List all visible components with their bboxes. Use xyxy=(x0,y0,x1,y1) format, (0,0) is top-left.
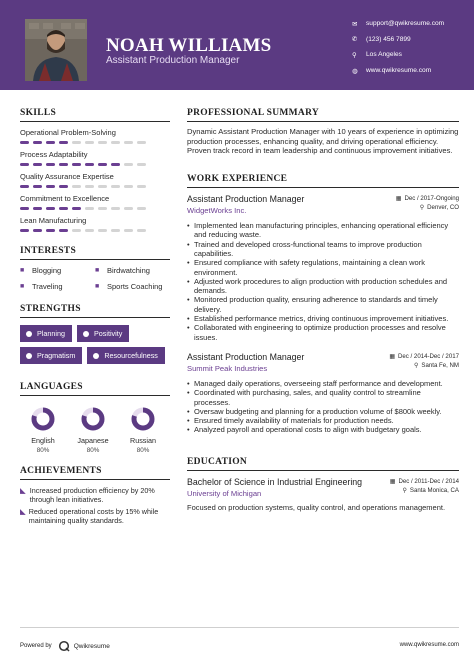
profile-photo xyxy=(25,19,87,81)
skill-dot xyxy=(98,229,107,232)
skill-dot xyxy=(46,141,55,144)
skill-dot xyxy=(137,185,146,188)
job-title: Assistant Production Manager xyxy=(187,351,305,362)
skill-item xyxy=(20,172,170,188)
strength-tag xyxy=(20,347,82,364)
powered-by[interactable] xyxy=(20,640,110,652)
contact-list xyxy=(352,16,472,78)
bullet-dot-icon xyxy=(93,353,99,359)
summary-heading: PROFESSIONAL SUMMARY xyxy=(187,108,459,122)
skill-level-dots xyxy=(20,207,170,210)
skill-dot xyxy=(98,185,107,188)
language-item xyxy=(20,406,66,454)
skill-dot xyxy=(46,207,55,210)
skill-dot xyxy=(85,141,94,144)
contact-phone-text: (123) 456 7899 xyxy=(366,35,411,43)
education-dates-text: Dec / 2011-Dec / 2014 xyxy=(398,477,459,485)
degree-title: Bachelor of Science in Industrial Engineering xyxy=(187,476,363,487)
language-item xyxy=(70,406,116,454)
interest-item xyxy=(95,266,170,275)
interest-item xyxy=(20,282,95,291)
language-name: Japanese xyxy=(77,436,109,445)
skill-dot xyxy=(111,229,120,232)
contact-email-text: support@qwikresume.com xyxy=(366,20,445,28)
skill-dot xyxy=(33,185,42,188)
bullet-dot-icon xyxy=(83,331,89,337)
list-item: • Adjusted work procedures to align production with production schedules and demands. xyxy=(187,277,459,296)
experience-heading: WORK EXPERIENCE xyxy=(187,174,459,188)
job-location-text: Santa Fe, NM xyxy=(421,361,459,369)
language-ring xyxy=(80,406,106,432)
list-item: • Monitored production quality, ensuring adherence to standards and timely delivery. xyxy=(187,295,459,314)
skill-dot xyxy=(98,207,107,210)
right-column xyxy=(187,108,459,512)
languages-heading: LANGUAGES xyxy=(20,382,170,396)
job-dates-text: Dec / 2017-Ongoing xyxy=(404,195,459,203)
education-description: Focused on production systems, quality control, and operations management. xyxy=(187,502,446,512)
strengths-list xyxy=(20,325,170,364)
list-item: • Managed daily operations, overseeing staff performance and development. xyxy=(187,379,459,388)
list-item: • Collaborated with engineering to optimize production processes and resolve issues. xyxy=(187,323,459,342)
achievements-list xyxy=(20,486,170,525)
summary-text: Dynamic Assistant Production Manager with 10 years of experience in optimizing production processes, enhancing quality, and driving operational efficiency. Proven track record in team leadership and continuous improvement initiatives. xyxy=(187,127,459,156)
language-item xyxy=(120,406,166,454)
email-icon: ✉ xyxy=(352,20,358,28)
skill-dot xyxy=(137,163,146,166)
location-pin-icon: ⚲ xyxy=(414,362,419,369)
skill-dot xyxy=(137,141,146,144)
job-location xyxy=(396,203,459,212)
footer-divider xyxy=(20,627,459,628)
skill-dot xyxy=(46,163,55,166)
skill-dot xyxy=(33,207,42,210)
contact-location-text: Los Angeles xyxy=(366,51,402,59)
achievement-text: Increased production efficiency by 20% through lean initiatives. xyxy=(29,486,155,504)
skill-dot xyxy=(59,141,68,144)
strengths-heading: STRENGTHS xyxy=(20,304,170,318)
education-meta xyxy=(390,477,459,498)
list-item: • Ensured timely availability of materials for production needs. xyxy=(187,416,459,425)
skill-dot xyxy=(124,185,133,188)
skill-dot xyxy=(137,229,146,232)
skill-dot xyxy=(20,163,29,166)
skill-dot xyxy=(137,207,146,210)
interest-item xyxy=(95,282,170,291)
job-title: Assistant Production Manager xyxy=(187,194,305,205)
skill-dot xyxy=(59,207,68,210)
education-location-text: Santa Monica, CA xyxy=(409,486,459,494)
achievement-item xyxy=(20,486,170,504)
location-pin-icon: ⚲ xyxy=(402,487,407,494)
education-header xyxy=(187,477,459,498)
language-name: English xyxy=(31,436,55,445)
skill-dot xyxy=(124,207,133,210)
interest-item xyxy=(20,266,95,275)
skill-name: Lean Manufacturing xyxy=(20,216,87,225)
job-meta xyxy=(396,194,459,215)
birdwatching-icon: ■ xyxy=(95,267,100,274)
footer-website[interactable]: www.qwikresume.com xyxy=(399,642,459,648)
contact-website[interactable] xyxy=(352,63,472,79)
calendar-icon: ▦ xyxy=(389,353,396,360)
bullet-dot-icon xyxy=(26,353,32,359)
job-entry xyxy=(187,194,459,342)
skill-dot xyxy=(85,229,94,232)
contact-website-text: www.qwikresume.com xyxy=(366,67,432,75)
education-dates xyxy=(390,477,459,486)
skill-dot xyxy=(72,207,81,210)
skill-dot xyxy=(72,141,81,144)
traveling-icon: ■ xyxy=(20,283,25,290)
skill-dot xyxy=(20,229,29,232)
skill-item xyxy=(20,194,170,210)
resume-header xyxy=(0,0,474,90)
interests-list xyxy=(20,266,170,298)
language-percent: 80% xyxy=(86,447,100,454)
interest-label: Birdwatching xyxy=(107,266,150,275)
candidate-title: Assistant Production Manager xyxy=(106,55,240,66)
skill-dot xyxy=(46,185,55,188)
strength-label: Resourcefulness xyxy=(104,351,158,360)
skill-level-dots xyxy=(20,141,170,144)
qwikresume-logo-icon xyxy=(58,640,70,652)
skill-dot xyxy=(98,141,107,144)
skill-dot xyxy=(124,229,133,232)
job-meta xyxy=(389,352,459,373)
achievement-icon: ◣ xyxy=(20,486,26,495)
job-bullets xyxy=(187,379,459,435)
job-dates xyxy=(389,352,459,361)
list-item: • Analyzed payroll and operational costs to align with budgetary goals. xyxy=(187,425,459,434)
calendar-icon: ▦ xyxy=(389,478,396,485)
language-ring xyxy=(30,406,56,432)
list-item: • Trained and developed cross-functional teams to improve production capabilities. xyxy=(187,240,459,259)
strength-tag xyxy=(77,325,129,342)
powered-by-label: Powered by xyxy=(20,643,52,649)
skill-level-dots xyxy=(20,229,170,232)
language-percent: 80% xyxy=(136,447,150,454)
skill-dot xyxy=(85,185,94,188)
location-pin-icon: ⚲ xyxy=(419,205,425,212)
achievement-item xyxy=(20,507,170,525)
job-company: Summit Peak Industries xyxy=(187,363,268,373)
interest-label: Traveling xyxy=(32,282,63,291)
skill-dot xyxy=(72,229,81,232)
job-bullets xyxy=(187,221,459,342)
skill-dot xyxy=(85,207,94,210)
left-column xyxy=(20,108,170,525)
education-entry xyxy=(187,477,459,512)
job-header xyxy=(187,352,459,373)
strength-tag xyxy=(87,347,165,364)
skill-dot xyxy=(72,163,81,166)
skills-list xyxy=(20,128,170,232)
job-dates xyxy=(396,194,459,203)
education-location xyxy=(390,486,459,495)
language-ring xyxy=(130,406,156,432)
achievement-icon: ◣ xyxy=(20,507,26,516)
contact-email[interactable] xyxy=(352,16,472,32)
job-location xyxy=(389,361,459,370)
skill-item xyxy=(20,150,170,166)
job-location-text: Denver, CO xyxy=(427,204,459,212)
location-icon: ⚲ xyxy=(352,51,357,59)
interest-label: Sports Coaching xyxy=(107,282,163,291)
job-company: WidgetWorks Inc. xyxy=(187,206,247,216)
skill-dot xyxy=(85,163,94,166)
skill-name: Commitment to Excellence xyxy=(20,194,110,203)
skill-item xyxy=(20,216,170,232)
blogging-icon: ■ xyxy=(20,267,25,274)
languages-list xyxy=(20,406,170,454)
interests-heading: INTERESTS xyxy=(20,246,170,260)
strength-label: Planning xyxy=(37,329,65,338)
skill-dot xyxy=(46,229,55,232)
skill-dot xyxy=(111,163,120,166)
skill-dot xyxy=(59,229,68,232)
sports-coaching-icon: ■ xyxy=(95,283,100,290)
skill-name: Operational Problem-Solving xyxy=(20,128,116,137)
globe-icon: ◍ xyxy=(352,67,358,75)
skill-dot xyxy=(59,185,68,188)
list-item: • Established performance metrics, driving continuous improvement initiatives. xyxy=(187,314,459,323)
skill-name: Quality Assurance Expertise xyxy=(20,172,114,181)
strength-label: Positivity xyxy=(93,329,123,338)
achievement-text: Reduced operational costs by 15% while maintaining quality standards. xyxy=(28,507,159,525)
skill-dot xyxy=(111,185,120,188)
candidate-name: NOAH WILLIAMS xyxy=(106,35,272,56)
skill-dot xyxy=(20,141,29,144)
skill-dot xyxy=(33,163,42,166)
language-percent: 80% xyxy=(36,447,50,454)
skill-level-dots xyxy=(20,185,170,188)
job-header xyxy=(187,194,459,215)
job-dates-text: Dec / 2014-Dec / 2017 xyxy=(398,352,459,360)
skill-dot xyxy=(33,141,42,144)
contact-location xyxy=(352,47,472,63)
skill-item xyxy=(20,128,170,144)
skill-dot xyxy=(124,163,133,166)
school-name: University of Michigan xyxy=(187,488,262,498)
skill-dot xyxy=(59,163,68,166)
skill-dot xyxy=(98,163,107,166)
bullet-dot-icon xyxy=(26,331,32,337)
job-entry xyxy=(187,352,459,435)
skill-dot xyxy=(111,207,120,210)
calendar-icon: ▦ xyxy=(395,196,402,203)
skill-dot xyxy=(33,229,42,232)
skill-dot xyxy=(124,141,133,144)
list-item: • Coordinated with purchasing, sales, and quality control to streamline processes. xyxy=(187,388,459,407)
strength-tag xyxy=(20,325,72,342)
skill-dot xyxy=(20,207,29,210)
skill-dot xyxy=(72,185,81,188)
list-item: • Ensured compliance with safety regulations, maintaining a clean work environment. xyxy=(187,258,459,277)
list-item: • Oversaw budgeting and planning for a production volume of $800k weekly. xyxy=(187,407,459,416)
skill-dot xyxy=(20,185,29,188)
skill-dot xyxy=(111,141,120,144)
list-item: • Implemented lean manufacturing principles, enhancing operational efficiency and reducing waste. xyxy=(187,221,459,240)
education-heading: EDUCATION xyxy=(187,457,459,471)
strength-label: Pragmatism xyxy=(37,351,76,360)
skill-name: Process Adaptability xyxy=(20,150,88,159)
contact-phone[interactable] xyxy=(352,32,472,48)
achievements-heading: ACHIEVEMENTS xyxy=(20,466,170,480)
language-name: Russian xyxy=(130,436,156,445)
interest-label: Blogging xyxy=(32,266,62,275)
phone-icon: ✆ xyxy=(352,36,358,44)
skills-heading: SKILLS xyxy=(20,108,170,122)
brand-name: Qwikresume xyxy=(73,642,110,650)
skill-level-dots xyxy=(20,163,170,166)
